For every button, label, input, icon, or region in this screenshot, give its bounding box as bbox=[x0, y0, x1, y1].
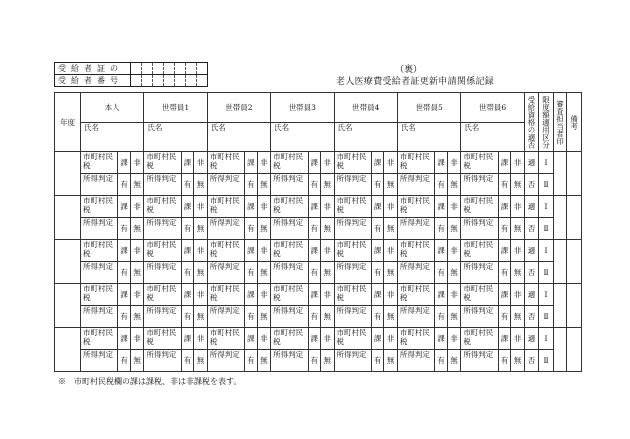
option-no-income[interactable]: 無 bbox=[130, 262, 144, 284]
limit-category-1[interactable]: Ⅰ bbox=[539, 240, 554, 262]
option-taxed[interactable]: 課 bbox=[371, 328, 383, 350]
income-judgment-label: 所得判定 bbox=[271, 218, 308, 240]
option-has-income[interactable]: 有 bbox=[498, 306, 510, 328]
option-taxed[interactable]: 課 bbox=[118, 196, 130, 218]
option-has-income[interactable]: 有 bbox=[308, 218, 320, 240]
option-taxed[interactable]: 課 bbox=[371, 240, 383, 262]
option-nontaxed[interactable]: 非 bbox=[511, 240, 525, 262]
municipal-tax-label: 市町村民税 bbox=[207, 152, 244, 174]
income-judgment-label: 所得判定 bbox=[334, 350, 371, 372]
income-judgment-label: 所得判定 bbox=[80, 174, 117, 196]
option-taxed[interactable]: 課 bbox=[181, 152, 193, 174]
option-has-income[interactable]: 有 bbox=[498, 262, 510, 284]
option-has-income[interactable]: 有 bbox=[308, 174, 320, 196]
option-nontaxed[interactable]: 非 bbox=[130, 240, 144, 262]
option-taxed[interactable]: 課 bbox=[498, 196, 510, 218]
header-year: 年度 bbox=[55, 93, 81, 152]
header-limit-category-text: 限度額適用区分 bbox=[541, 95, 551, 149]
municipal-tax-label: 市町村民税 bbox=[397, 240, 434, 262]
option-no-income[interactable]: 無 bbox=[384, 174, 398, 196]
option-taxed[interactable]: 課 bbox=[308, 284, 320, 306]
income-judgment-label: 所得判定 bbox=[144, 174, 181, 196]
option-no-income[interactable]: 無 bbox=[194, 262, 208, 284]
option-has-income[interactable]: 有 bbox=[371, 306, 383, 328]
limit-category-1[interactable]: Ⅰ bbox=[539, 328, 554, 350]
eligibility-no[interactable]: 否 bbox=[524, 262, 539, 284]
municipal-tax-label: 市町村民税 bbox=[334, 284, 371, 306]
option-has-income[interactable]: 有 bbox=[181, 306, 193, 328]
option-no-income[interactable]: 無 bbox=[511, 306, 525, 328]
income-judgment-label: 所得判定 bbox=[461, 174, 498, 196]
municipal-tax-label: 市町村民税 bbox=[461, 284, 498, 306]
option-no-income[interactable]: 無 bbox=[321, 174, 335, 196]
year-cell[interactable] bbox=[55, 152, 81, 196]
income-judgment-label: 所得判定 bbox=[207, 218, 244, 240]
option-nontaxed[interactable]: 非 bbox=[447, 240, 461, 262]
eligibility-yes[interactable]: 適 bbox=[524, 328, 539, 350]
header-member-0: 本人 bbox=[80, 93, 143, 123]
income-judgment-label: 所得判定 bbox=[271, 306, 308, 328]
header-member-5: 世帯員5 bbox=[397, 93, 460, 123]
option-nontaxed[interactable]: 非 bbox=[257, 284, 271, 306]
id-digit-cell[interactable] bbox=[175, 75, 186, 87]
municipal-tax-label: 市町村民税 bbox=[144, 284, 181, 306]
income-judgment-label: 所得判定 bbox=[334, 174, 371, 196]
income-judgment-label: 所得判定 bbox=[144, 218, 181, 240]
option-nontaxed[interactable]: 非 bbox=[384, 284, 398, 306]
option-has-income[interactable]: 有 bbox=[498, 174, 510, 196]
option-nontaxed[interactable]: 非 bbox=[447, 284, 461, 306]
income-judgment-label: 所得判定 bbox=[207, 306, 244, 328]
header-remarks bbox=[567, 93, 582, 152]
option-no-income[interactable]: 無 bbox=[130, 174, 144, 196]
option-taxed[interactable]: 課 bbox=[498, 284, 510, 306]
option-taxed[interactable]: 課 bbox=[435, 240, 447, 262]
header-limit-category bbox=[539, 93, 554, 152]
income-judgment-label: 所得判定 bbox=[271, 262, 308, 284]
id-digit-cell[interactable] bbox=[153, 75, 164, 87]
record-row bbox=[55, 152, 582, 174]
remarks-cell[interactable] bbox=[567, 240, 582, 284]
option-has-income[interactable]: 有 bbox=[118, 218, 130, 240]
limit-category-2[interactable]: Ⅱ bbox=[539, 218, 554, 240]
income-judgment-label: 所得判定 bbox=[334, 218, 371, 240]
name-field-4[interactable]: 氏名 bbox=[334, 123, 397, 152]
municipal-tax-label: 市町村民税 bbox=[271, 328, 308, 350]
municipal-tax-label: 市町村民税 bbox=[80, 328, 117, 350]
income-judgment-label: 所得判定 bbox=[461, 350, 498, 372]
id-digit-cell[interactable] bbox=[164, 63, 175, 75]
header-reviewer-seal-text: 審査担当者印 bbox=[555, 99, 565, 145]
header-member-6: 世帯員6 bbox=[461, 93, 524, 123]
option-nontaxed[interactable]: 非 bbox=[321, 328, 335, 350]
renewal-record-table bbox=[54, 92, 582, 372]
id-digit-cell[interactable] bbox=[131, 75, 142, 87]
option-nontaxed[interactable]: 非 bbox=[384, 328, 398, 350]
record-row bbox=[55, 174, 582, 196]
option-has-income[interactable]: 有 bbox=[181, 350, 193, 372]
header-member-1: 世帯員1 bbox=[144, 93, 207, 123]
remarks-cell[interactable] bbox=[567, 284, 582, 328]
municipal-tax-label: 市町村民税 bbox=[334, 240, 371, 262]
recipient-id-box bbox=[54, 62, 208, 87]
option-has-income[interactable]: 有 bbox=[498, 218, 510, 240]
income-judgment-label: 所得判定 bbox=[271, 174, 308, 196]
option-no-income[interactable]: 無 bbox=[257, 174, 271, 196]
option-nontaxed[interactable]: 非 bbox=[321, 152, 335, 174]
option-nontaxed[interactable]: 非 bbox=[130, 152, 144, 174]
income-judgment-label: 所得判定 bbox=[461, 218, 498, 240]
income-judgment-label: 所得判定 bbox=[397, 218, 434, 240]
year-cell[interactable] bbox=[55, 284, 81, 328]
eligibility-yes[interactable]: 適 bbox=[524, 284, 539, 306]
municipal-tax-label: 市町村民税 bbox=[271, 284, 308, 306]
option-taxed[interactable]: 課 bbox=[245, 196, 257, 218]
name-field-3[interactable]: 氏名 bbox=[271, 123, 334, 152]
option-nontaxed[interactable]: 非 bbox=[447, 196, 461, 218]
id-digit-cell[interactable] bbox=[153, 63, 164, 75]
header-reviewer-seal bbox=[553, 93, 567, 152]
record-row bbox=[55, 284, 582, 306]
municipal-tax-label: 市町村民税 bbox=[461, 328, 498, 350]
reviewer-seal-cell[interactable] bbox=[553, 196, 567, 240]
option-no-income[interactable]: 無 bbox=[194, 174, 208, 196]
income-judgment-label: 所得判定 bbox=[207, 350, 244, 372]
option-nontaxed[interactable]: 非 bbox=[511, 328, 525, 350]
record-row bbox=[55, 328, 582, 350]
eligibility-no[interactable]: 否 bbox=[524, 306, 539, 328]
income-judgment-label: 所得判定 bbox=[80, 262, 117, 284]
option-no-income[interactable]: 無 bbox=[384, 306, 398, 328]
option-no-income[interactable]: 無 bbox=[257, 306, 271, 328]
income-judgment-label: 所得判定 bbox=[207, 174, 244, 196]
option-taxed[interactable]: 課 bbox=[181, 284, 193, 306]
option-taxed[interactable]: 課 bbox=[245, 152, 257, 174]
limit-category-1[interactable]: Ⅰ bbox=[539, 196, 554, 218]
option-taxed[interactable]: 課 bbox=[435, 328, 447, 350]
year-cell[interactable] bbox=[55, 328, 81, 372]
option-has-income[interactable]: 有 bbox=[435, 350, 447, 372]
option-no-income[interactable]: 無 bbox=[447, 350, 461, 372]
option-no-income[interactable]: 無 bbox=[384, 218, 398, 240]
name-field-2[interactable]: 氏名 bbox=[207, 123, 270, 152]
reviewer-seal-cell[interactable] bbox=[553, 328, 567, 372]
id-digit-cell[interactable] bbox=[186, 75, 197, 87]
income-judgment-label: 所得判定 bbox=[271, 350, 308, 372]
option-no-income[interactable]: 無 bbox=[257, 350, 271, 372]
option-has-income[interactable]: 有 bbox=[371, 262, 383, 284]
option-taxed[interactable]: 課 bbox=[498, 240, 510, 262]
option-nontaxed[interactable]: 非 bbox=[384, 152, 398, 174]
record-row bbox=[55, 196, 582, 218]
municipal-tax-label: 市町村民税 bbox=[397, 152, 434, 174]
id-label-1: 受給者証の bbox=[55, 63, 131, 75]
option-nontaxed[interactable]: 非 bbox=[257, 328, 271, 350]
option-taxed[interactable]: 課 bbox=[245, 328, 257, 350]
limit-category-2[interactable]: Ⅱ bbox=[539, 306, 554, 328]
income-judgment-label: 所得判定 bbox=[207, 262, 244, 284]
header-member-2: 世帯員2 bbox=[207, 93, 270, 123]
option-nontaxed[interactable]: 非 bbox=[321, 196, 335, 218]
option-no-income[interactable]: 無 bbox=[257, 218, 271, 240]
municipal-tax-label: 市町村民税 bbox=[397, 284, 434, 306]
option-has-income[interactable]: 有 bbox=[435, 218, 447, 240]
option-taxed[interactable]: 課 bbox=[371, 152, 383, 174]
option-nontaxed[interactable]: 非 bbox=[257, 240, 271, 262]
income-judgment-label: 所得判定 bbox=[80, 306, 117, 328]
option-taxed[interactable]: 課 bbox=[118, 328, 130, 350]
option-taxed[interactable]: 課 bbox=[181, 196, 193, 218]
record-row bbox=[55, 262, 582, 284]
name-field-5[interactable]: 氏名 bbox=[397, 123, 460, 152]
income-judgment-label: 所得判定 bbox=[334, 306, 371, 328]
option-taxed[interactable]: 課 bbox=[118, 152, 130, 174]
municipal-tax-label: 市町村民税 bbox=[397, 196, 434, 218]
option-nontaxed[interactable]: 非 bbox=[194, 152, 208, 174]
option-has-income[interactable]: 有 bbox=[308, 262, 320, 284]
option-has-income[interactable]: 有 bbox=[181, 262, 193, 284]
option-taxed[interactable]: 課 bbox=[245, 240, 257, 262]
municipal-tax-label: 市町村民税 bbox=[334, 152, 371, 174]
name-field-1[interactable]: 氏名 bbox=[144, 123, 207, 152]
municipal-tax-label: 市町村民税 bbox=[334, 328, 371, 350]
option-no-income[interactable]: 無 bbox=[194, 306, 208, 328]
id-digit-cell[interactable] bbox=[131, 63, 142, 75]
option-no-income[interactable]: 無 bbox=[447, 262, 461, 284]
option-no-income[interactable]: 無 bbox=[257, 262, 271, 284]
year-cell[interactable] bbox=[55, 196, 81, 240]
municipal-tax-label: 市町村民税 bbox=[80, 152, 117, 174]
option-has-income[interactable]: 有 bbox=[371, 350, 383, 372]
option-taxed[interactable]: 課 bbox=[245, 284, 257, 306]
id-digit-cell[interactable] bbox=[175, 63, 186, 75]
option-no-income[interactable]: 無 bbox=[511, 218, 525, 240]
eligibility-yes[interactable]: 適 bbox=[524, 196, 539, 218]
remarks-cell[interactable] bbox=[567, 152, 582, 196]
income-judgment-label: 所得判定 bbox=[144, 350, 181, 372]
municipal-tax-label: 市町村民税 bbox=[144, 328, 181, 350]
id-digit-cell[interactable] bbox=[164, 75, 175, 87]
income-judgment-label: 所得判定 bbox=[461, 306, 498, 328]
option-nontaxed[interactable]: 非 bbox=[384, 240, 398, 262]
option-nontaxed[interactable]: 非 bbox=[447, 152, 461, 174]
option-taxed[interactable]: 課 bbox=[435, 196, 447, 218]
income-judgment-label: 所得判定 bbox=[334, 262, 371, 284]
option-has-income[interactable]: 有 bbox=[435, 174, 447, 196]
option-nontaxed[interactable]: 非 bbox=[511, 196, 525, 218]
limit-category-2[interactable]: Ⅱ bbox=[539, 350, 554, 372]
name-field-0[interactable]: 氏名 bbox=[80, 123, 143, 152]
option-has-income[interactable]: 有 bbox=[118, 174, 130, 196]
option-taxed[interactable]: 課 bbox=[181, 240, 193, 262]
municipal-tax-label: 市町村民税 bbox=[207, 328, 244, 350]
municipal-tax-label: 市町村民税 bbox=[271, 152, 308, 174]
footnote: ※ 市町村民税欄の課は課税、非は非課税を表す。 bbox=[58, 377, 242, 386]
option-has-income[interactable]: 有 bbox=[245, 306, 257, 328]
option-has-income[interactable]: 有 bbox=[118, 262, 130, 284]
id-digit-cell[interactable] bbox=[197, 63, 208, 75]
option-no-income[interactable]: 無 bbox=[194, 218, 208, 240]
income-judgment-label: 所得判定 bbox=[461, 262, 498, 284]
option-nontaxed[interactable]: 非 bbox=[321, 240, 335, 262]
municipal-tax-label: 市町村民税 bbox=[207, 196, 244, 218]
option-taxed[interactable]: 課 bbox=[308, 196, 320, 218]
reverse-side-mark: （裏） bbox=[395, 65, 423, 75]
option-has-income[interactable]: 有 bbox=[498, 350, 510, 372]
reviewer-seal-cell[interactable] bbox=[553, 240, 567, 284]
option-nontaxed[interactable]: 非 bbox=[130, 328, 144, 350]
municipal-tax-label: 市町村民税 bbox=[80, 240, 117, 262]
eligibility-yes[interactable]: 適 bbox=[524, 240, 539, 262]
income-judgment-label: 所得判定 bbox=[397, 262, 434, 284]
eligibility-yes[interactable]: 適 bbox=[524, 152, 539, 174]
id-digit-cell[interactable] bbox=[197, 75, 208, 87]
option-has-income[interactable]: 有 bbox=[181, 218, 193, 240]
eligibility-no[interactable]: 否 bbox=[524, 350, 539, 372]
option-taxed[interactable]: 課 bbox=[308, 328, 320, 350]
option-has-income[interactable]: 有 bbox=[245, 262, 257, 284]
year-cell[interactable] bbox=[55, 240, 81, 284]
remarks-cell[interactable] bbox=[567, 196, 582, 240]
income-judgment-label: 所得判定 bbox=[144, 306, 181, 328]
income-judgment-label: 所得判定 bbox=[80, 350, 117, 372]
record-row bbox=[55, 218, 582, 240]
option-no-income[interactable]: 無 bbox=[384, 262, 398, 284]
option-taxed[interactable]: 課 bbox=[371, 284, 383, 306]
option-taxed[interactable]: 課 bbox=[435, 152, 447, 174]
option-nontaxed[interactable]: 非 bbox=[321, 284, 335, 306]
option-nontaxed[interactable]: 非 bbox=[130, 196, 144, 218]
income-judgment-label: 所得判定 bbox=[397, 350, 434, 372]
option-has-income[interactable]: 有 bbox=[308, 350, 320, 372]
option-no-income[interactable]: 無 bbox=[511, 174, 525, 196]
option-no-income[interactable]: 無 bbox=[130, 218, 144, 240]
document-title: 老人医療費受給者証更新申請関係記録 bbox=[336, 77, 495, 87]
option-has-income[interactable]: 有 bbox=[435, 306, 447, 328]
option-no-income[interactable]: 無 bbox=[511, 350, 525, 372]
municipal-tax-label: 市町村民税 bbox=[461, 152, 498, 174]
eligibility-no[interactable]: 否 bbox=[524, 174, 539, 196]
header-member-3: 世帯員3 bbox=[271, 93, 334, 123]
option-taxed[interactable]: 課 bbox=[498, 152, 510, 174]
option-has-income[interactable]: 有 bbox=[371, 218, 383, 240]
header-eligibility-text: 受給資格の適否 bbox=[526, 95, 536, 149]
municipal-tax-label: 市町村民税 bbox=[271, 240, 308, 262]
option-taxed[interactable]: 課 bbox=[435, 284, 447, 306]
option-no-income[interactable]: 無 bbox=[321, 262, 335, 284]
option-taxed[interactable]: 課 bbox=[118, 240, 130, 262]
option-has-income[interactable]: 有 bbox=[245, 350, 257, 372]
option-taxed[interactable]: 課 bbox=[498, 328, 510, 350]
option-no-income[interactable]: 無 bbox=[321, 350, 335, 372]
municipal-tax-label: 市町村民税 bbox=[207, 284, 244, 306]
option-no-income[interactable]: 無 bbox=[321, 218, 335, 240]
municipal-tax-label: 市町村民税 bbox=[334, 196, 371, 218]
option-taxed[interactable]: 課 bbox=[118, 284, 130, 306]
municipal-tax-label: 市町村民税 bbox=[144, 152, 181, 174]
header-remarks-text: 備考 bbox=[569, 114, 579, 130]
option-has-income[interactable]: 有 bbox=[118, 306, 130, 328]
option-no-income[interactable]: 無 bbox=[447, 306, 461, 328]
municipal-tax-label: 市町村民税 bbox=[397, 328, 434, 350]
option-nontaxed[interactable]: 非 bbox=[194, 196, 208, 218]
option-nontaxed[interactable]: 非 bbox=[257, 196, 271, 218]
option-nontaxed[interactable]: 非 bbox=[194, 328, 208, 350]
limit-category-2[interactable]: Ⅱ bbox=[539, 174, 554, 196]
limit-category-1[interactable]: Ⅰ bbox=[539, 284, 554, 306]
municipal-tax-label: 市町村民税 bbox=[80, 196, 117, 218]
option-no-income[interactable]: 無 bbox=[447, 174, 461, 196]
option-no-income[interactable]: 無 bbox=[130, 350, 144, 372]
option-has-income[interactable]: 有 bbox=[118, 350, 130, 372]
option-has-income[interactable]: 有 bbox=[435, 262, 447, 284]
id-digit-cell[interactable] bbox=[142, 75, 153, 87]
reviewer-seal-cell[interactable] bbox=[553, 284, 567, 328]
option-taxed[interactable]: 課 bbox=[181, 328, 193, 350]
option-nontaxed[interactable]: 非 bbox=[384, 196, 398, 218]
income-judgment-label: 所得判定 bbox=[397, 174, 434, 196]
limit-category-2[interactable]: Ⅱ bbox=[539, 262, 554, 284]
id-digit-cell[interactable] bbox=[142, 63, 153, 75]
municipal-tax-label: 市町村民税 bbox=[207, 240, 244, 262]
record-row bbox=[55, 306, 582, 328]
reviewer-seal-cell[interactable] bbox=[553, 152, 567, 196]
eligibility-no[interactable]: 否 bbox=[524, 218, 539, 240]
option-no-income[interactable]: 無 bbox=[130, 306, 144, 328]
income-judgment-label: 所得判定 bbox=[397, 306, 434, 328]
record-row bbox=[55, 240, 582, 262]
option-nontaxed[interactable]: 非 bbox=[447, 328, 461, 350]
municipal-tax-label: 市町村民税 bbox=[271, 196, 308, 218]
option-has-income[interactable]: 有 bbox=[371, 174, 383, 196]
option-has-income[interactable]: 有 bbox=[245, 174, 257, 196]
option-no-income[interactable]: 無 bbox=[321, 306, 335, 328]
municipal-tax-label: 市町村民税 bbox=[144, 240, 181, 262]
option-no-income[interactable]: 無 bbox=[447, 218, 461, 240]
option-taxed[interactable]: 課 bbox=[308, 240, 320, 262]
record-row bbox=[55, 350, 582, 372]
option-no-income[interactable]: 無 bbox=[511, 262, 525, 284]
option-nontaxed[interactable]: 非 bbox=[194, 284, 208, 306]
option-no-income[interactable]: 無 bbox=[384, 350, 398, 372]
header-member-4: 世帯員4 bbox=[334, 93, 397, 123]
option-nontaxed[interactable]: 非 bbox=[511, 284, 525, 306]
municipal-tax-label: 市町村民税 bbox=[461, 240, 498, 262]
option-nontaxed[interactable]: 非 bbox=[511, 152, 525, 174]
option-taxed[interactable]: 課 bbox=[371, 196, 383, 218]
id-digit-cell[interactable] bbox=[186, 63, 197, 75]
option-nontaxed[interactable]: 非 bbox=[257, 152, 271, 174]
option-nontaxed[interactable]: 非 bbox=[130, 284, 144, 306]
option-no-income[interactable]: 無 bbox=[194, 350, 208, 372]
income-judgment-label: 所得判定 bbox=[80, 218, 117, 240]
option-has-income[interactable]: 有 bbox=[308, 306, 320, 328]
option-has-income[interactable]: 有 bbox=[245, 218, 257, 240]
header-eligibility bbox=[524, 93, 539, 152]
limit-category-1[interactable]: Ⅰ bbox=[539, 152, 554, 174]
remarks-cell[interactable] bbox=[567, 328, 582, 372]
income-judgment-label: 所得判定 bbox=[144, 262, 181, 284]
option-has-income[interactable]: 有 bbox=[181, 174, 193, 196]
municipal-tax-label: 市町村民税 bbox=[144, 196, 181, 218]
option-nontaxed[interactable]: 非 bbox=[194, 240, 208, 262]
municipal-tax-label: 市町村民税 bbox=[461, 196, 498, 218]
municipal-tax-label: 市町村民税 bbox=[80, 284, 117, 306]
name-field-6[interactable]: 氏名 bbox=[461, 123, 524, 152]
option-taxed[interactable]: 課 bbox=[308, 152, 320, 174]
id-label-2: 受給者番号 bbox=[55, 75, 131, 87]
